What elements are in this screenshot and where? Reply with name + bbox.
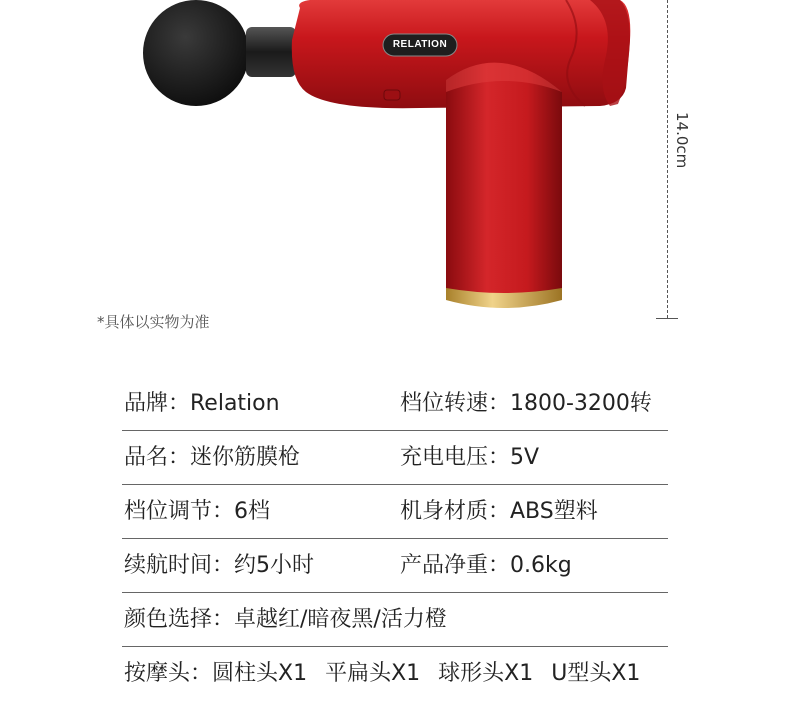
spec-head-item: 圆柱头X1 <box>212 661 308 686</box>
spec-row <box>122 485 668 539</box>
spec-row <box>122 377 668 431</box>
spec-material: 机身材质：ABS塑料 <box>400 499 598 524</box>
massage-ball <box>143 0 249 106</box>
spec-brand: 品牌：Relation <box>124 391 280 416</box>
height-dimension-line <box>667 0 668 318</box>
gun-handle <box>446 63 562 297</box>
spec-head-item: U型头X1 <box>551 661 641 686</box>
height-dimension-cap <box>656 318 678 319</box>
spec-name: 品名：迷你筋膜枪 <box>124 445 301 470</box>
spec-head-item: 平扁头X1 <box>325 661 421 686</box>
spec-row <box>122 647 668 701</box>
spec-speed: 档位转速：1800-3200转 <box>400 391 652 416</box>
brand-logo: RELATION <box>392 39 448 50</box>
spec-table <box>122 377 668 701</box>
spec-head-item: 球形头X1 <box>438 661 534 686</box>
spec-colors: 颜色选择：卓越红/暗夜黑/活力橙 <box>124 607 447 632</box>
spec-row <box>122 593 668 647</box>
height-dimension-label: 14.0cm <box>673 112 691 169</box>
spec-row <box>122 539 668 593</box>
spec-levels: 档位调节：6档 <box>124 499 270 524</box>
spec-row <box>122 431 668 485</box>
gun-neck <box>246 27 296 77</box>
spec-heads <box>124 660 640 688</box>
power-button <box>384 90 400 100</box>
disclaimer-text: *具体以实物为准 <box>97 313 210 331</box>
spec-heads-label: 按摩头： <box>124 661 213 686</box>
spec-weight: 产品净重：0.6kg <box>400 553 572 578</box>
spec-battery: 续航时间：约5小时 <box>124 553 314 578</box>
spec-voltage: 充电电压：5V <box>400 445 540 470</box>
